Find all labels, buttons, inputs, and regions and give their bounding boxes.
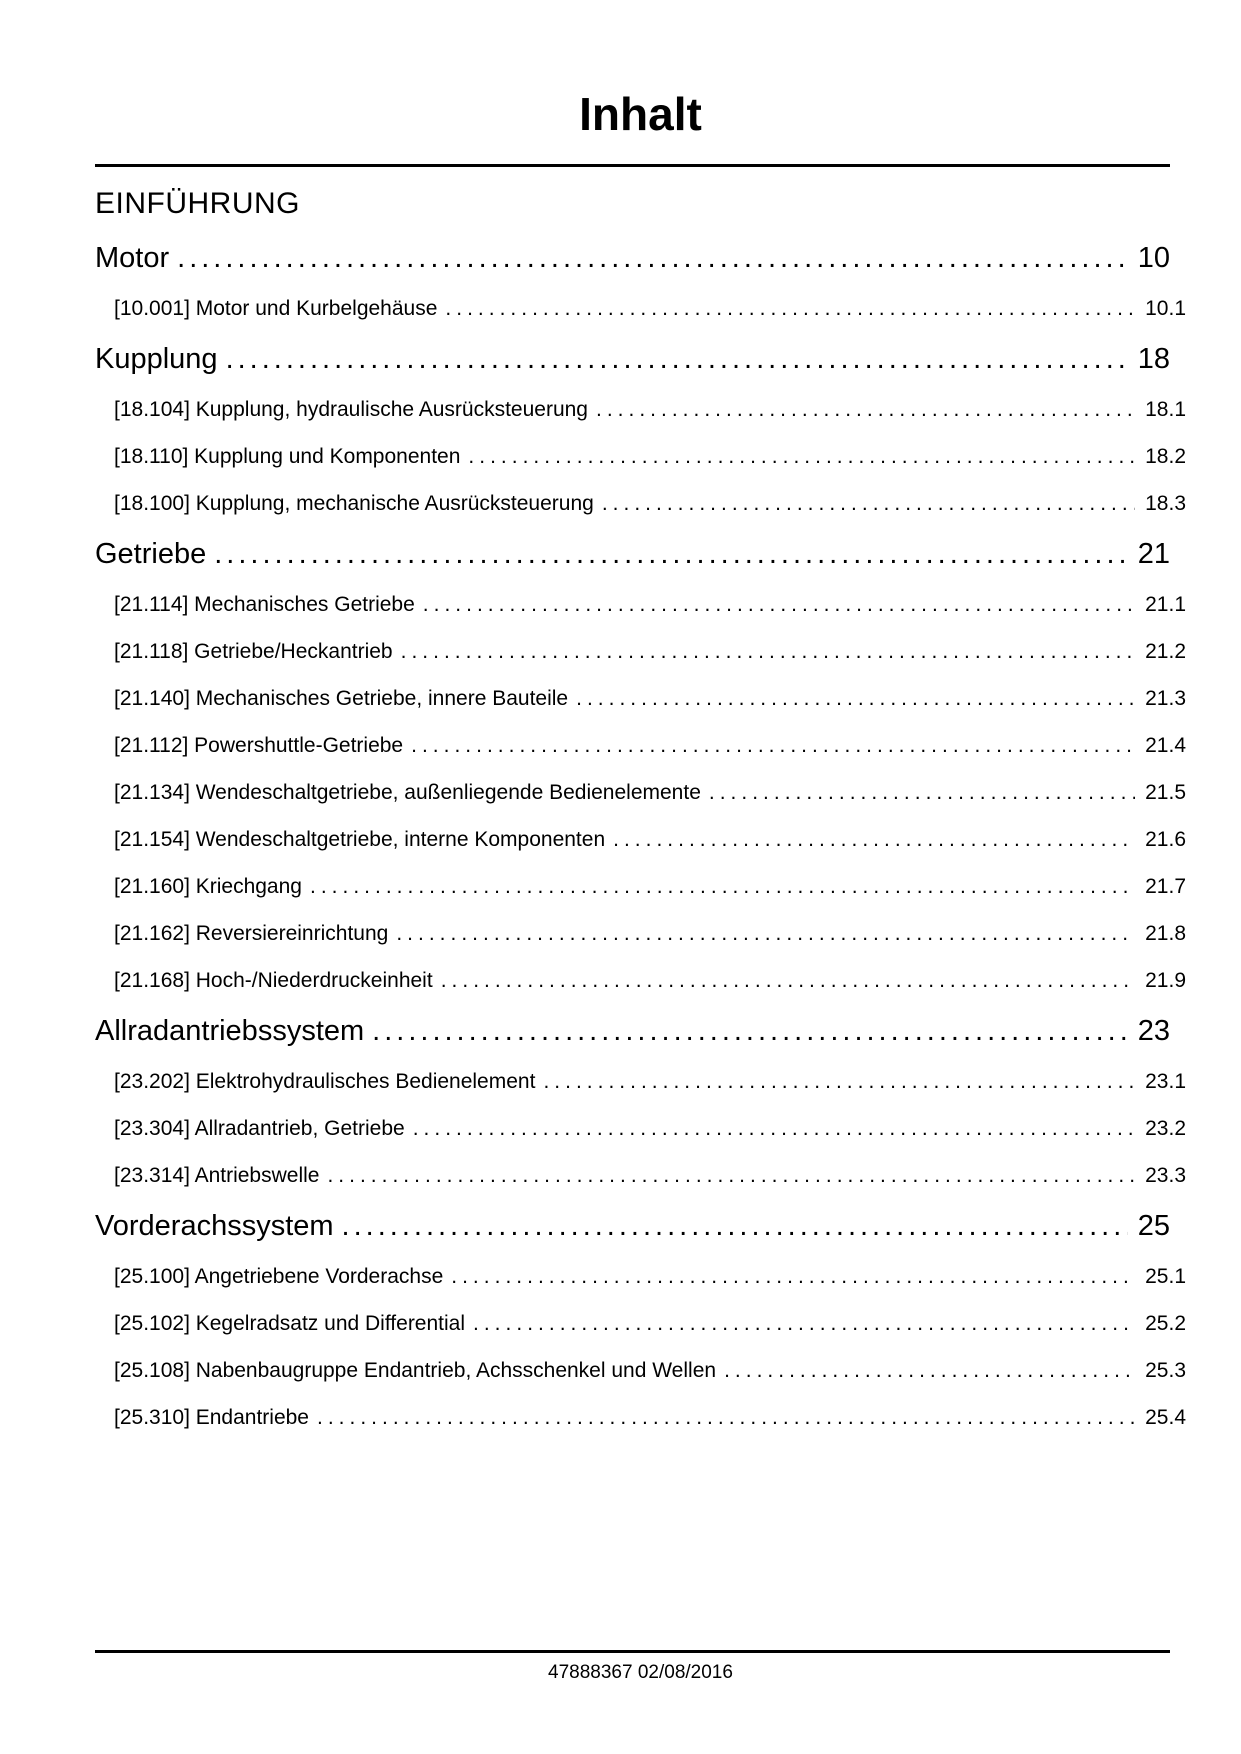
dot-leader: [413, 1116, 1135, 1141]
section-page-number: 18: [1137, 343, 1170, 375]
toc-intro-heading[interactable]: EINFÜHRUNG: [95, 187, 300, 220]
dot-leader: [576, 686, 1135, 711]
toc-entry-row[interactable]: [95, 1311, 1186, 1336]
dot-leader: [342, 1210, 1128, 1242]
entry-label: [21.134] Wendeschaltgetriebe, außenliegende Bedienelemente: [114, 781, 701, 804]
entry-label: [25.310] Endantriebe: [114, 1406, 309, 1429]
entry-label: [21.112] Powershuttle-Getriebe: [114, 734, 404, 757]
dot-leader: [441, 968, 1135, 993]
entry-label: [23.304] Allradantrieb, Getriebe: [114, 1117, 405, 1140]
entry-page-number: 25.2: [1145, 1312, 1186, 1335]
entry-page-number: 25.1: [1145, 1265, 1186, 1288]
dot-leader: [613, 827, 1135, 852]
footer-divider: [95, 1650, 1170, 1653]
toc-section-row[interactable]: [95, 1015, 1186, 1047]
section-page-number: 21: [1137, 538, 1170, 570]
dot-leader: [451, 1264, 1135, 1289]
entry-label: [25.108] Nabenbaugruppe Endantrieb, Achsschenkel und Wellen: [114, 1359, 717, 1382]
toc-entry-row[interactable]: [95, 827, 1186, 852]
title-divider: [95, 164, 1170, 167]
entry-label: [21.154] Wendeschaltgetriebe, interne Komponenten: [114, 828, 606, 851]
entry-page-number: 21.2: [1145, 640, 1186, 663]
entry-label: [23.314] Antriebswelle: [114, 1164, 320, 1187]
entry-page-number: 25.4: [1145, 1406, 1186, 1429]
dot-leader: [423, 592, 1135, 617]
entry-label: [21.162] Reversiereinrichtung: [114, 922, 389, 945]
toc-entry-row[interactable]: [95, 1405, 1186, 1430]
dot-leader: [543, 1069, 1135, 1094]
entry-label: [18.100] Kupplung, mechanische Ausrücksteuerung: [114, 492, 594, 515]
toc-entry-row[interactable]: [95, 397, 1186, 422]
entry-label: [25.100] Angetriebene Vorderachse: [114, 1265, 444, 1288]
entry-page-number: 23.1: [1145, 1070, 1186, 1093]
dot-leader: [372, 1015, 1128, 1047]
toc-entry-row[interactable]: [95, 639, 1186, 664]
entry-page-number: 10.1: [1145, 297, 1186, 320]
entry-label: [21.118] Getriebe/Heckantrieb: [114, 640, 393, 663]
toc-entry-row[interactable]: [95, 1116, 1186, 1141]
toc-entry-row[interactable]: [95, 1069, 1186, 1094]
section-label: Allradantriebssystem: [95, 1015, 365, 1047]
entry-page-number: 21.5: [1145, 781, 1186, 804]
toc-entry-row[interactable]: [95, 1264, 1186, 1289]
dot-leader: [401, 639, 1136, 664]
footer-document-number: 47888367 02/08/2016: [548, 1662, 733, 1683]
entry-page-number: 18.3: [1145, 492, 1186, 515]
toc-entry-row[interactable]: [95, 921, 1186, 946]
entry-label: [10.001] Motor und Kurbelgehäuse: [114, 297, 438, 320]
entry-page-number: 18.1: [1145, 398, 1186, 421]
toc-entry-row[interactable]: [95, 780, 1186, 805]
entry-page-number: 25.3: [1145, 1359, 1186, 1382]
page-footer: [95, 1650, 1186, 1684]
entry-page-number: 23.3: [1145, 1164, 1186, 1187]
toc-entry-row[interactable]: [95, 733, 1186, 758]
toc-entry-row[interactable]: [95, 491, 1186, 516]
toc-entry-row[interactable]: [95, 686, 1186, 711]
dot-leader: [327, 1163, 1135, 1188]
toc-section-row[interactable]: [95, 1210, 1186, 1242]
dot-leader: [709, 780, 1135, 805]
section-label: Kupplung: [95, 343, 218, 375]
dot-leader: [317, 1405, 1135, 1430]
toc-entry-row[interactable]: [95, 444, 1186, 469]
dot-leader: [473, 1311, 1135, 1336]
toc-section-row[interactable]: [95, 538, 1186, 570]
section-label: Motor: [95, 242, 170, 274]
section-page-number: 23: [1137, 1015, 1170, 1047]
entry-page-number: 23.2: [1145, 1117, 1186, 1140]
toc-section-row[interactable]: [95, 343, 1186, 375]
entry-label: [21.140] Mechanisches Getriebe, innere Bauteile: [114, 687, 569, 710]
dot-leader: [411, 733, 1135, 758]
dot-leader: [596, 397, 1135, 422]
entry-label: [21.160] Kriechgang: [114, 875, 302, 898]
toc-entry-row[interactable]: [95, 874, 1186, 899]
entry-page-number: 21.4: [1145, 734, 1186, 757]
entry-label: [18.104] Kupplung, hydraulische Ausrücksteuerung: [114, 398, 588, 421]
toc-section-row[interactable]: [95, 242, 1186, 274]
entry-page-number: 21.8: [1145, 922, 1186, 945]
dot-leader: [468, 444, 1135, 469]
section-label: Getriebe: [95, 538, 207, 570]
entry-page-number: 21.7: [1145, 875, 1186, 898]
section-page-number: 25: [1137, 1210, 1170, 1242]
dot-leader: [226, 343, 1128, 375]
dot-leader: [177, 242, 1128, 274]
toc-entry-row[interactable]: [95, 1358, 1186, 1383]
entry-page-number: 21.6: [1145, 828, 1186, 851]
dot-leader: [310, 874, 1135, 899]
entry-label: [18.110] Kupplung und Komponenten: [114, 445, 461, 468]
entry-label: [21.114] Mechanisches Getriebe: [114, 593, 415, 616]
entry-label: [21.168] Hoch-/Niederdruckeinheit: [114, 969, 433, 992]
dot-leader: [602, 491, 1135, 516]
entry-page-number: 18.2: [1145, 445, 1186, 468]
entry-page-number: 21.3: [1145, 687, 1186, 710]
page-title: Inhalt: [579, 88, 702, 140]
entry-label: [23.202] Elektrohydraulisches Bedienelement: [114, 1070, 536, 1093]
dot-leader: [214, 538, 1128, 570]
toc-entry-row[interactable]: [95, 592, 1186, 617]
dot-leader: [724, 1358, 1135, 1383]
toc-entry-row[interactable]: [95, 1163, 1186, 1188]
entry-page-number: 21.9: [1145, 969, 1186, 992]
entry-label: [25.102] Kegelradsatz und Differential: [114, 1312, 466, 1335]
toc-entry-row[interactable]: [95, 968, 1186, 993]
section-page-number: 10: [1137, 242, 1170, 274]
toc-entry-row[interactable]: [95, 296, 1186, 321]
section-label: Vorderachssystem: [95, 1210, 334, 1242]
entry-page-number: 21.1: [1145, 593, 1186, 616]
dot-leader: [396, 921, 1135, 946]
dot-leader: [445, 296, 1135, 321]
